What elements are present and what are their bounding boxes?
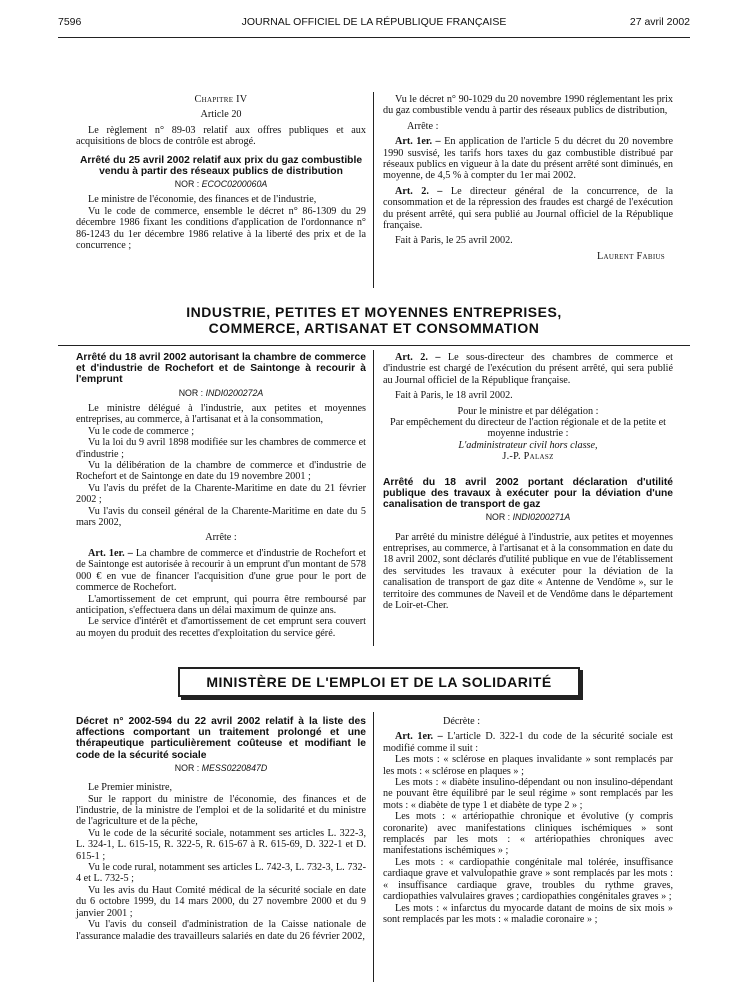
signature: Laurent Fabius <box>596 250 665 262</box>
arrete-label: Arrête : <box>407 120 439 132</box>
paragraph: Vu le code de la sécurité sociale, notamment ses articles L. 322-3, L. 324-1, L. 615-15, R. 322-5, R. 615-67 à R. 615-69, D. 322-1 et D. 615-1 ; <box>76 827 366 862</box>
article-1: Art. 1er. – En application de l'article 5 du décret du 20 novembre 1990 susvisé, les tarifs hors taxes du gaz combustible distribué par réseaux publics en vigueur à la date du présent arrêté sont diminués, en moyenne, de 4,5 % à compter du 1er mai 2002. <box>383 136 673 182</box>
paragraph: Sur le rapport du ministre de l'économie, des finances et de l'industrie, de la ministre de l'emploi et de la solidarité et du ministre de l'agriculture et de la pêche, <box>76 793 366 828</box>
section2-right-column <box>383 352 673 612</box>
page-header <box>58 17 690 31</box>
section2-left-column <box>76 352 366 639</box>
section3-left-column <box>76 716 366 942</box>
signature-line: Pour le ministre et par délégation : <box>457 405 599 417</box>
paragraph: Les mots : « infarctus du myocarde datant de moins de six mois » sont remplacés par les mots : « maladie coronaire » ; <box>383 902 673 925</box>
paragraph: Vu la loi du 9 avril 1898 modifiée sur les chambres de commerce et d'industrie ; <box>76 437 366 460</box>
paragraph: Les mots : « diabète insulino-dépendant ou non insulino-dépendant ne pouvant être équilibré par le seul régime » sont remplacés par les mots : « diabète de type 1 et diabète de type 2 » ; <box>383 777 673 811</box>
signing-place-date: Fait à Paris, le 18 avril 2002. <box>395 390 513 402</box>
signature-line: L'administrateur civil hors classe, <box>458 439 598 451</box>
header-rule <box>58 37 690 38</box>
paragraph: Vu le code rural, notamment ses articles L. 742-3, L. 732-3, L. 732-4 et L. 732-5 ; <box>76 862 366 885</box>
decrete-label: Décrète : <box>443 716 481 727</box>
issue-date: 27 avril 2002 <box>629 16 690 28</box>
section1-right-column <box>383 94 673 262</box>
decree-title: Arrêté du 18 avril 2002 autorisant la chambre de commerce et d'industrie de Rochefort et de Saintonge à recourir à l'emprunt <box>76 352 366 386</box>
decree-title: Décret n° 2002-594 du 22 avril 2002 relatif à la liste des affections comportant un traitement prolongé et une thérapeutique particulièrement coûteuse et modifiant le code de la sécurité sociale <box>76 716 366 761</box>
article-2: Art. 2. – Le sous-directeur des chambres de commerce et d'industrie est chargé de l'exécution du présent arrêté, qui sera publié au Journal officiel de la République française. <box>383 352 673 386</box>
section-heading-emploi: MINISTÈRE DE L'EMPLOI ET DE LA SOLIDARITÉ <box>178 667 580 697</box>
section1-left-column <box>76 94 366 251</box>
nor-reference: NOR : INDI0200272A <box>178 387 264 398</box>
decree-title: Arrêté du 25 avril 2002 relatif aux prix du gaz combustible vendu à partir des réseaux publics de distribution <box>79 154 363 177</box>
decree-title: Arrêté du 18 avril 2002 portant déclaration d'utilité publique des travaux à exécuter pour la déviation d'une canalisation de transport de gaz <box>383 476 673 511</box>
paragraph: Par arrêté du ministre délégué à l'industrie, aux petites et moyennes entreprises, au commerce, à l'artisanat et à la consommation en date du 18 avril 2002, sont déclarés d'utilité publique en vue de l'établissement des servitudes les travaux à exécuter pour la déviation de la canalisation de transport de gaz dite « Antenne de Vendôme », sur le territoire des communes de Naveil et de Vendôme dans le département de Loir-et-Cher. <box>383 531 673 612</box>
column-divider <box>373 350 374 646</box>
paragraph: Le ministre délégué à l'industrie, aux petites et moyennes entreprises, au commerce, à l'artisanat et à la consommation, <box>76 403 366 426</box>
paragraph: Vu le code de commerce ; <box>88 425 195 437</box>
section-heading-industrie: INDUSTRIE, PETITES ET MOYENNES ENTREPRISES, COMMERCE, ARTISANAT ET CONSOMMATION <box>186 304 562 336</box>
article-1: Art. 1er. – La chambre de commerce et d'industrie de Rochefort et de Saintonge est autorisée à recourir à un emprunt d'un montant de 578 000 € en vue de financer l'acquisition d'une grue pour le port de commerce de Rochefort. <box>76 547 366 594</box>
column-divider <box>373 712 374 982</box>
column-divider <box>373 92 374 288</box>
paragraph: Le Premier ministre, <box>88 782 173 794</box>
signing-place-date: Fait à Paris, le 25 avril 2002. <box>395 235 513 247</box>
paragraph: Les mots : « artériopathie chronique et évolutive (y compris coronarite) avec manifestations cliniques ischémiques » sont remplacés par les mots : « artériopathies chroniques avec manifestations ischémiques » ; <box>383 811 673 857</box>
nor-reference: NOR : INDI0200271A <box>485 512 571 523</box>
journal-title: JOURNAL OFFICIEL DE LA RÉPUBLIQUE FRANÇAISE <box>241 16 507 28</box>
nor-reference: NOR : MESS0220847D <box>174 762 268 773</box>
article-1: Art. 1er. – L'article D. 322-1 du code de la sécurité sociale est modifié comme il suit : <box>383 731 674 754</box>
paragraph: Les mots : « sclérose en plaques invalidante » sont remplacés par les mots : « sclérose en plaques » ; <box>383 754 673 777</box>
signature-line: Par empêchement du directeur de l'action régionale et de la petite et moyenne industrie : <box>390 417 666 440</box>
article-2: Art. 2. – Le directeur général de la concurrence, de la consommation et de la répression des fraudes est chargé de l'exécution du présent arrêté, qui sera publié au Journal officiel de la République française. <box>383 185 673 232</box>
article-heading: Article 20 <box>200 109 242 121</box>
paragraph: Vu l'avis du conseil général de la Charente-Maritime en date du 5 mars 2002, <box>76 505 366 529</box>
chapter-heading: Chapitre IV <box>194 94 248 105</box>
paragraph: Vu l'avis du préfet de la Charente-Maritime en date du 21 février 2002 ; <box>76 482 366 506</box>
paragraph: Les mots : « cardiopathie congénitale mal tolérée, insuffisance cardiaque grave et valvulopathie grave » sont remplacés par les mots : « insuffisance cardiaque grave, troubles du rythme graves, cardiopathies valvulaires graves ; cardiopathies congénitales graves » ; <box>383 856 673 903</box>
paragraph: Vu les avis du Haut Comité médical de la sécurité sociale en date du 6 octobre 1999, du 14 mars 2000, du 27 novembre 2000 et du 9 janvier 2001 ; <box>76 884 366 919</box>
page-number: 7596 <box>58 16 82 28</box>
paragraph: Le règlement n° 89-03 relatif aux offres publiques et aux acquisitions de blocs de contrôle est abrogé. <box>76 124 366 148</box>
paragraph: Vu le décret n° 90-1029 du 20 novembre 1990 réglementant les prix du gaz combustible vendu à partir des réseaux publics de distribution, <box>383 94 673 117</box>
paragraph: L'amortissement de cet emprunt, qui pourra être remboursé par anticipation, s'effectuera dans un délai maximum de quinze ans. <box>76 593 366 616</box>
paragraph: Vu le code de commerce, ensemble le décret n° 86-1309 du 29 décembre 1986 fixant les conditions d'application de l'ordonnance n° 86-1243 du 1er décembre 1986 relative à la liberté des prix et de la concurrence ; <box>76 205 366 252</box>
section3-right-column <box>383 716 673 925</box>
nor-reference: NOR : ECOC0200060A <box>174 179 268 190</box>
signature: J.-P. Palasz <box>502 451 554 463</box>
section-rule <box>58 345 690 346</box>
paragraph: Vu la délibération de la chambre de commerce et d'industrie de Rochefort et de Saintonge en date du 19 novembre 2001 ; <box>76 460 366 483</box>
arrete-label: Arrête : <box>205 532 237 544</box>
paragraph: Le service d'intérêt et d'amortissement de cet emprunt sera couvert au moyen du produit des recettes d'exploitation du service géré. <box>76 616 366 639</box>
paragraph: Vu l'avis du conseil d'administration de la Caisse nationale de l'assurance maladie des travailleurs salariés en date du 26 février 2002, <box>76 919 366 942</box>
paragraph: Le ministre de l'économie, des finances et de l'industrie, <box>88 194 317 206</box>
